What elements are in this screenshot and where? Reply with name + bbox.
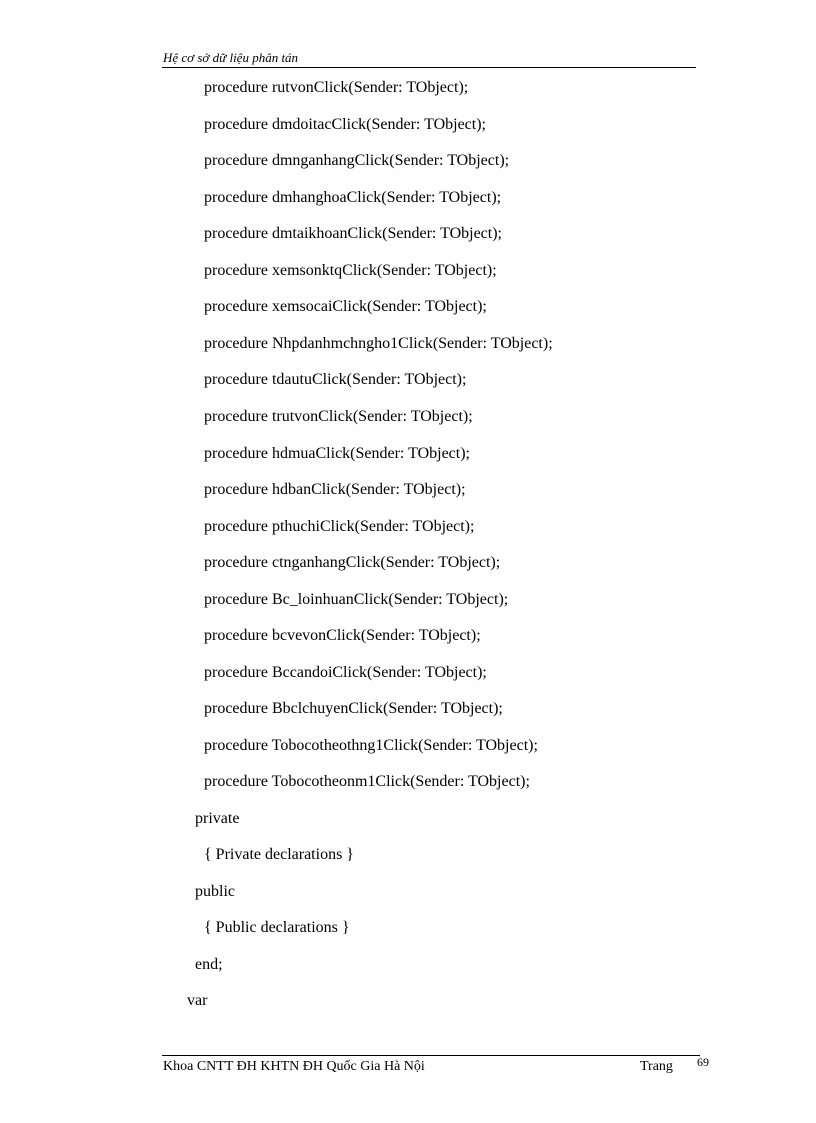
code-line: procedure tdautuClick(Sender: TObject); — [204, 371, 467, 388]
code-line: procedure xemsocaiClick(Sender: TObject); — [204, 298, 487, 315]
code-line: procedure trutvonClick(Sender: TObject); — [204, 408, 473, 425]
code-comment-public: { Public declarations } — [204, 919, 350, 936]
footer-rule — [162, 1055, 700, 1056]
code-line: procedure bcvevonClick(Sender: TObject); — [204, 627, 481, 644]
code-line: procedure dmhanghoaClick(Sender: TObject); — [204, 189, 502, 206]
code-keyword-public: public — [195, 883, 235, 900]
code-comment-private: { Private declarations } — [204, 846, 354, 863]
code-keyword-var: var — [187, 992, 208, 1009]
code-line: procedure hdbanClick(Sender: TObject); — [204, 481, 466, 498]
code-line: procedure rutvonClick(Sender: TObject); — [204, 79, 469, 96]
footer-page-label: Trang — [640, 1059, 673, 1074]
footer-institution: Khoa CNTT ĐH KHTN ĐH Quốc Gia Hà Nội — [163, 1059, 425, 1074]
code-keyword-private: private — [195, 810, 240, 827]
code-line: procedure Bc_loinhuanClick(Sender: TObject); — [204, 591, 509, 608]
code-line: procedure BccandoiClick(Sender: TObject); — [204, 664, 487, 681]
code-line: procedure dmtaikhoanClick(Sender: TObject); — [204, 225, 502, 242]
header-rule — [162, 67, 696, 68]
code-line: procedure Tobocotheothng1Click(Sender: TObject); — [204, 737, 538, 754]
header-title: Hệ cơ sở dữ liệu phân tán — [163, 50, 299, 65]
code-line: procedure ctnganhangClick(Sender: TObject); — [204, 554, 501, 571]
code-line: procedure dmnganhangClick(Sender: TObject); — [204, 152, 510, 169]
footer-page-number: 69 — [697, 1055, 709, 1069]
code-keyword-end: end; — [195, 956, 223, 973]
code-line: procedure Tobocotheonm1Click(Sender: TObject); — [204, 773, 530, 790]
code-line: procedure xemsonktqClick(Sender: TObject); — [204, 262, 497, 279]
code-line: procedure BbclchuyenClick(Sender: TObject); — [204, 700, 503, 717]
code-line: procedure Nhpdanhmchngho1Click(Sender: TObject); — [204, 335, 553, 352]
code-line: procedure pthuchiClick(Sender: TObject); — [204, 518, 475, 535]
code-line: procedure dmdoitacClick(Sender: TObject); — [204, 116, 486, 133]
code-line: procedure hdmuaClick(Sender: TObject); — [204, 445, 470, 462]
